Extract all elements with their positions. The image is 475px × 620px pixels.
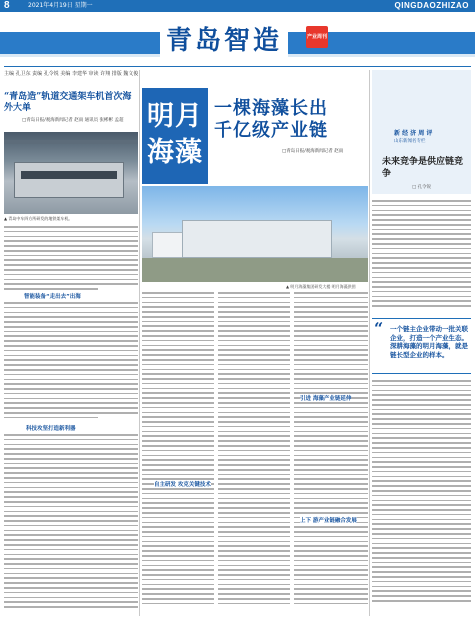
commentary-body-1 bbox=[372, 200, 471, 314]
main-body-col-3 bbox=[294, 292, 368, 616]
main-headline-line-1: 一棵海藻长出 bbox=[214, 98, 328, 119]
header-rule bbox=[4, 66, 471, 67]
main-subhead-2: 引进 海藻产业链延伸 bbox=[300, 396, 352, 402]
page-number: 8 bbox=[4, 0, 10, 11]
kicker-line-1: 明月 bbox=[147, 101, 203, 132]
photo-ground bbox=[142, 258, 368, 282]
main-subhead-3: 上下 游产业链融合发展 bbox=[300, 518, 357, 524]
column-label: 新 经 济 周 评 bbox=[394, 130, 433, 137]
main-kicker-block bbox=[142, 88, 208, 184]
left-body-text-1 bbox=[4, 226, 138, 290]
main-story-photo bbox=[142, 186, 368, 282]
left-headline[interactable]: “青岛造”轨道交通架车机首次海外大单 bbox=[4, 92, 132, 113]
column-sublabel: 山东新闻名专栏 bbox=[394, 139, 426, 144]
kicker-line-2: 海藻 bbox=[147, 137, 203, 168]
section-title: 青岛智造 bbox=[160, 20, 288, 57]
top-bar bbox=[0, 0, 475, 12]
photo-train-car bbox=[14, 162, 124, 198]
commentary-header-box bbox=[372, 70, 471, 194]
main-subhead-1: 自主研发 攻克关键技术 bbox=[154, 482, 211, 488]
left-subhead-2: 科技攻坚打造新利器 bbox=[26, 426, 76, 432]
commentary-column bbox=[372, 70, 471, 616]
main-headline-line-2: 千亿级产业链 bbox=[214, 120, 328, 141]
left-body-text-2 bbox=[4, 302, 138, 422]
main-byline: □青岛日报/观海新闻记者 赵雨 bbox=[282, 149, 344, 154]
issue-date: 2021年4月19日 星期一 bbox=[28, 2, 93, 9]
editor-credits: 主编 孔卫东 责编 孔令锐 美编 李建华 审读 许翔 排版 魏文俊 bbox=[4, 71, 139, 77]
quote-mark-icon: “ bbox=[374, 319, 384, 338]
photo-side-building bbox=[152, 232, 186, 258]
pull-quote-text: 一个链主企业带动一批关联企业，打造一个产业生态。深耕海藻的明月海藻，就是链长型企业的样本。 bbox=[390, 325, 468, 359]
commentary-byline: □ 孔令锐 bbox=[412, 185, 432, 190]
main-headline[interactable] bbox=[214, 98, 328, 142]
section-badge: 产业周刊 bbox=[306, 26, 328, 48]
left-body-text-3 bbox=[4, 434, 138, 616]
photo-beam bbox=[4, 140, 138, 144]
section-masthead bbox=[0, 12, 475, 77]
photo-main-building bbox=[182, 220, 332, 258]
column-divider-left bbox=[139, 70, 140, 616]
commentary-body-2 bbox=[372, 380, 471, 616]
left-story-photo bbox=[4, 132, 138, 214]
left-photo-caption: ▲ 青岛中车四方所研发的地铁架车机。 bbox=[4, 216, 73, 221]
main-body-col-2 bbox=[218, 292, 290, 616]
commentary-headline[interactable]: 未来竞争是供应链竞争 bbox=[382, 157, 464, 179]
left-subhead-1: 智能装备“走出去”出海 bbox=[24, 294, 81, 300]
left-story bbox=[4, 70, 138, 616]
column-divider-right bbox=[369, 70, 370, 616]
main-photo-caption: ▲ 明月海藻集团研发大楼 明月海藻供图 bbox=[286, 284, 356, 289]
pull-quote bbox=[372, 318, 471, 374]
paper-brand: QINGDAOZHIZAO bbox=[394, 1, 469, 10]
main-body-col-1 bbox=[142, 292, 214, 616]
left-byline: □青岛日报/观海新闻记者 赵雨 通讯员 张彬彬 孟超 bbox=[22, 118, 124, 123]
